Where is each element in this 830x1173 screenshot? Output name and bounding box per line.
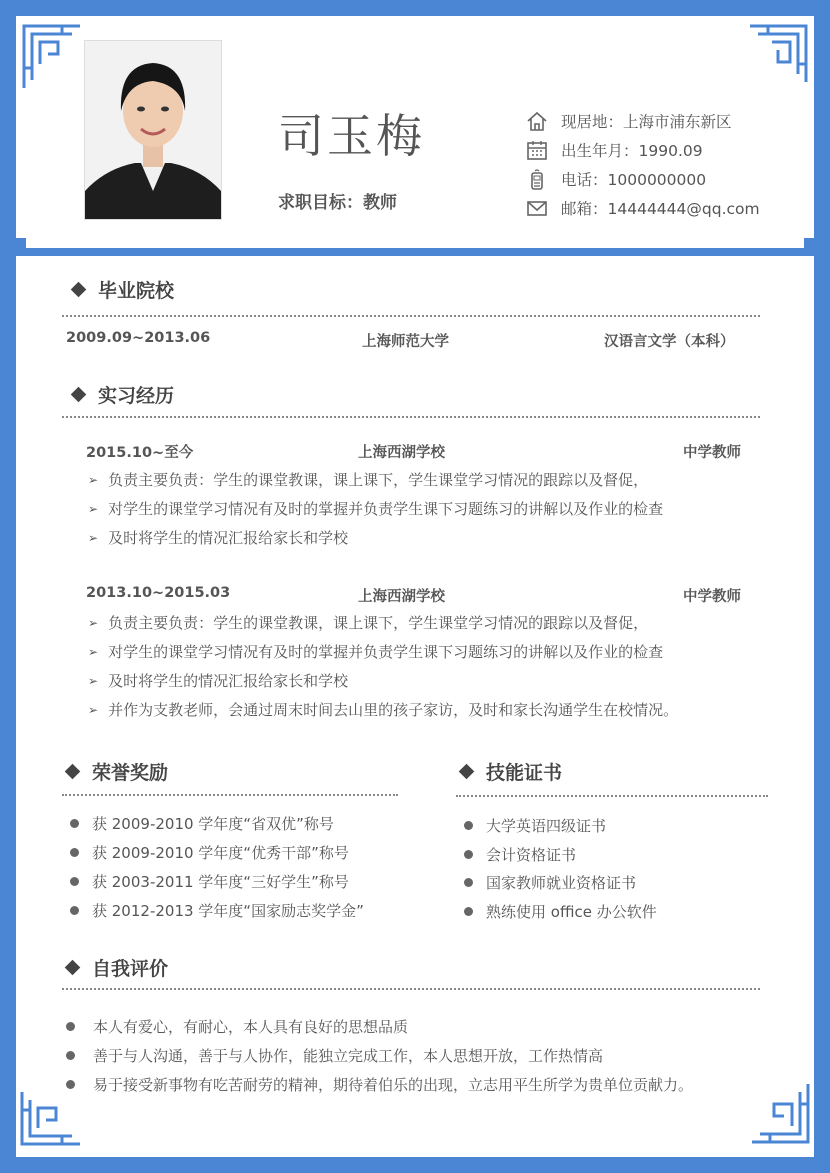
list-item: 国家教师就业资格证书 bbox=[464, 872, 636, 893]
section-title-self-evaluation: 自我评价 bbox=[64, 954, 168, 981]
job-period: 2015.10~至今 bbox=[86, 445, 194, 461]
corner-ornament-bottom-right-icon bbox=[750, 1082, 810, 1144]
profile-photo bbox=[84, 40, 222, 220]
list-item: ➢ 对学生的课堂学习情况有及时的掌握并负责学生课下习题练习的讲解以及作业的检查 bbox=[88, 643, 664, 661]
bullet-dot-icon bbox=[70, 877, 79, 886]
list-item: 本人有爱心，有耐心，本人具有良好的思想品质 bbox=[66, 1016, 408, 1037]
left-notch bbox=[16, 238, 26, 252]
right-notch bbox=[804, 238, 814, 252]
bullet-dot-icon bbox=[66, 1080, 75, 1089]
bullet-dot-icon bbox=[464, 878, 473, 887]
bullet-dot-icon bbox=[66, 1051, 75, 1060]
list-item: 易于接受新事物有吃苦耐劳的精神，期待着伯乐的出现，立志用平生所学为贵单位贡献力。 bbox=[66, 1074, 693, 1095]
contact-row-address: 现居地：上海市浦东新区 bbox=[526, 106, 806, 135]
corner-ornament-top-right-icon bbox=[748, 24, 808, 84]
arrow-bullet-icon: ➢ bbox=[88, 530, 99, 545]
job-position: 中学教师 bbox=[683, 445, 741, 461]
job-target: 求职目标：教师 bbox=[278, 193, 397, 213]
arrow-bullet-icon: ➢ bbox=[88, 644, 99, 659]
corner-ornament-bottom-left-icon bbox=[20, 1090, 82, 1146]
bullet-dot-icon bbox=[70, 906, 79, 915]
mail-icon bbox=[526, 197, 548, 219]
section-title-skills: 技能证书 bbox=[458, 758, 562, 785]
list-item: 获 2003-2011 学年度“三好学生”称号 bbox=[70, 871, 349, 892]
section-title-internship: 实习经历 bbox=[70, 381, 174, 408]
diamond-icon bbox=[71, 387, 87, 403]
arrow-bullet-icon: ➢ bbox=[88, 501, 99, 516]
list-item: ➢ 对学生的课堂学习情况有及时的掌握并负责学生课下习题练习的讲解以及作业的检查 bbox=[88, 500, 664, 518]
list-item: 会计资格证书 bbox=[464, 844, 576, 865]
arrow-bullet-icon: ➢ bbox=[88, 702, 99, 717]
job-school: 上海西湖学校 bbox=[358, 589, 445, 605]
education-period: 2009.09~2013.06 bbox=[66, 330, 211, 346]
list-item: 大学英语四级证书 bbox=[464, 815, 606, 836]
diamond-icon bbox=[65, 764, 81, 780]
education-major: 汉语言文学（本科） bbox=[604, 334, 735, 350]
home-icon bbox=[526, 110, 548, 132]
contact-row-phone: 电话：1000000000 bbox=[526, 164, 806, 193]
section-title-honors: 荣誉奖励 bbox=[64, 758, 168, 785]
arrow-bullet-icon: ➢ bbox=[88, 472, 99, 487]
bullet-dot-icon bbox=[464, 850, 473, 859]
arrow-bullet-icon: ➢ bbox=[88, 615, 99, 630]
calendar-icon bbox=[526, 139, 548, 161]
bullet-dot-icon bbox=[66, 1022, 75, 1031]
arrow-bullet-icon: ➢ bbox=[88, 673, 99, 688]
diamond-icon bbox=[71, 282, 87, 298]
diamond-icon bbox=[459, 764, 475, 780]
bullet-dot-icon bbox=[70, 848, 79, 857]
job-school: 上海西湖学校 bbox=[358, 445, 445, 461]
job-position: 中学教师 bbox=[683, 589, 741, 605]
bullet-dot-icon bbox=[464, 821, 473, 830]
divider bbox=[62, 794, 398, 796]
candidate-name: 司玉梅 bbox=[278, 109, 425, 163]
list-item: ➢ 负责主要负责：学生的课堂教课，课上课下，学生课堂学习情况的跟踪以及督促， bbox=[88, 614, 649, 632]
divider bbox=[62, 988, 760, 990]
list-item: 获 2009-2010 学年度“优秀干部”称号 bbox=[70, 842, 349, 863]
list-item: 获 2012-2013 学年度“国家励志奖学金” bbox=[70, 900, 364, 921]
bullet-dot-icon bbox=[464, 907, 473, 916]
list-item: 善于与人沟通，善于与人协作，能独立完成工作，本人思想开放，工作热情高 bbox=[66, 1045, 603, 1066]
corner-ornament-top-left-icon bbox=[22, 24, 82, 90]
diamond-icon bbox=[65, 960, 81, 976]
job-period: 2013.10~2015.03 bbox=[86, 585, 231, 601]
list-item: 熟练使用 office 办公软件 bbox=[464, 901, 657, 922]
list-item: ➢ 负责主要负责：学生的课堂教课，课上课下，学生课堂学习情况的跟踪以及督促， bbox=[88, 471, 649, 489]
education-school: 上海师范大学 bbox=[362, 334, 449, 350]
list-item: ➢ 及时将学生的情况汇报给家长和学校 bbox=[88, 529, 349, 547]
phone-icon bbox=[526, 168, 548, 190]
divider bbox=[62, 315, 760, 317]
divider bbox=[62, 416, 760, 418]
bullet-dot-icon bbox=[70, 819, 79, 828]
list-item: ➢ 及时将学生的情况汇报给家长和学校 bbox=[88, 672, 349, 690]
contact-row-birth: 出生年月：1990.09 bbox=[526, 135, 806, 164]
section-title-education: 毕业院校 bbox=[70, 276, 174, 303]
divider bbox=[456, 795, 768, 797]
list-item: 获 2009-2010 学年度“省双优”称号 bbox=[70, 813, 334, 834]
list-item: ➢ 并作为支教老师，会通过周末时间去山里的孩子家访，及时和家长沟通学生在校情况。 bbox=[88, 701, 679, 719]
contact-info bbox=[526, 106, 806, 222]
contact-row-email: 邮箱：14444444@qq.com bbox=[526, 193, 806, 222]
